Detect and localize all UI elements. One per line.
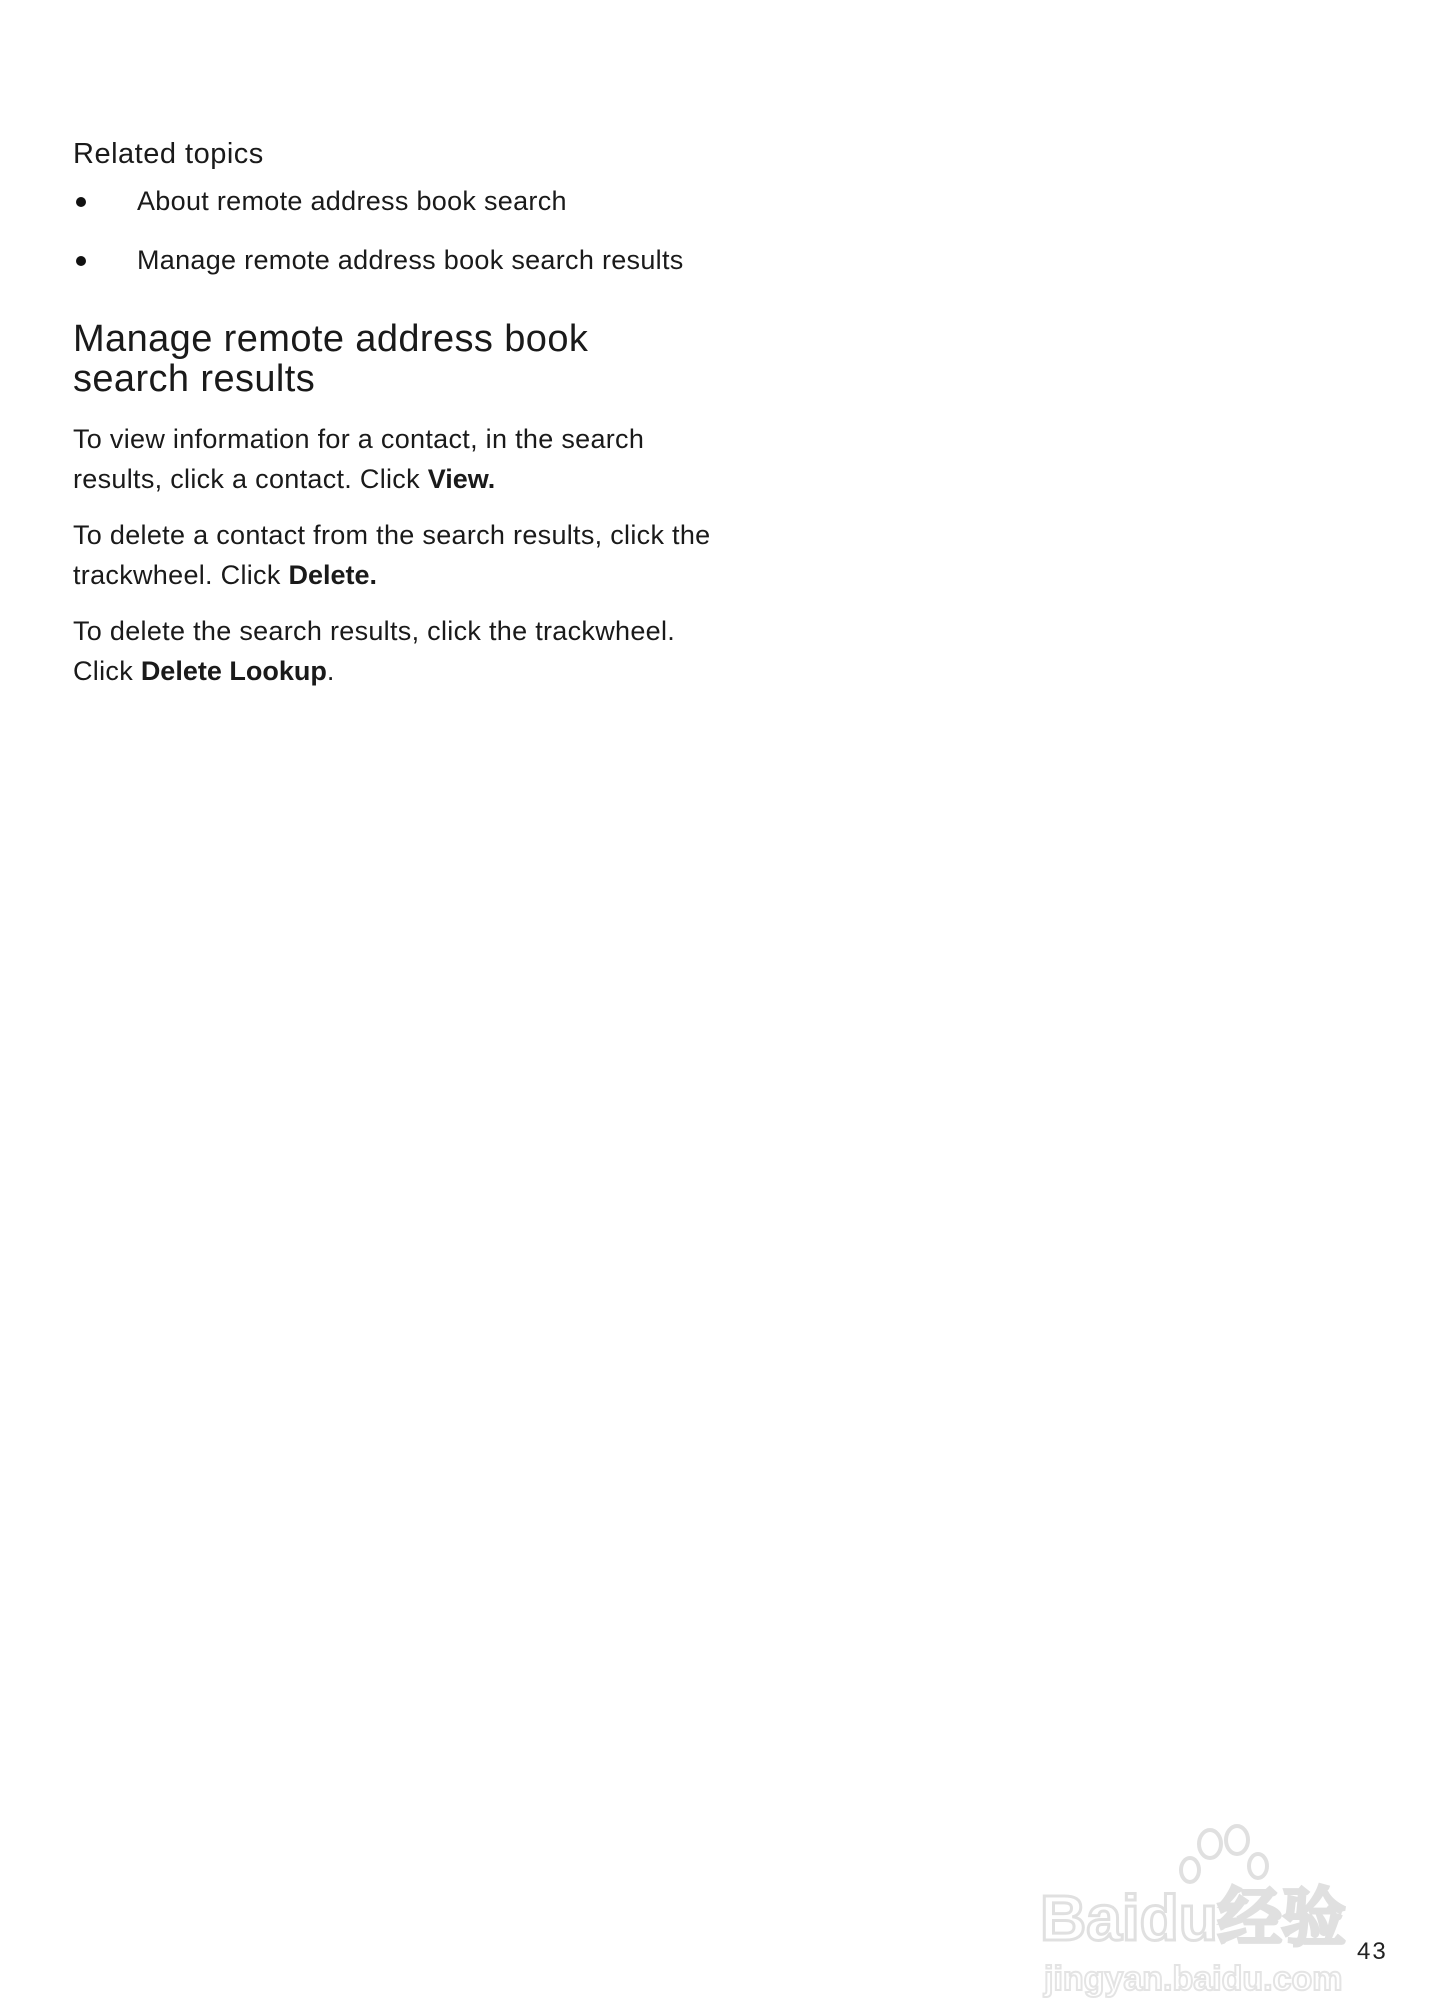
related-topics-list xyxy=(73,184,713,277)
watermark-brand-text: Baidu经验 xyxy=(1040,1882,1346,1954)
section-title: Manage remote address book search results xyxy=(73,318,589,400)
watermark-url-text: jingyan.baidu.com xyxy=(1044,1960,1343,1998)
paragraph-view-contact xyxy=(73,419,713,499)
paragraph-text-after: . xyxy=(326,656,335,686)
related-topic-label: Manage remote address book search results xyxy=(137,245,684,275)
paragraph-delete-contact xyxy=(73,515,713,595)
menu-command-view: View. xyxy=(427,464,496,494)
menu-command-delete-lookup: Delete Lookup xyxy=(140,656,327,686)
paragraph-text: To view information for a contact, in the search results, click a contact. Click xyxy=(73,424,645,494)
bullet-icon xyxy=(76,256,86,266)
paragraph-text: To delete a contact from the search results, click the trackwheel. Click xyxy=(73,520,711,590)
baidu-jingyan-watermark xyxy=(1030,1822,1370,2002)
bullet-icon xyxy=(76,197,86,207)
paragraph-text: To delete the search results, click the trackwheel. Click xyxy=(73,616,676,686)
page-content xyxy=(73,136,713,707)
related-topic-item[interactable] xyxy=(73,243,713,277)
related-topic-item[interactable] xyxy=(73,184,713,218)
paragraph-delete-lookup xyxy=(73,611,713,691)
page-number: 43 xyxy=(1357,1938,1388,1965)
related-topics-heading: Related topics xyxy=(73,138,264,170)
related-topic-label: About remote address book search xyxy=(137,186,567,216)
menu-command-delete: Delete. xyxy=(288,560,378,590)
